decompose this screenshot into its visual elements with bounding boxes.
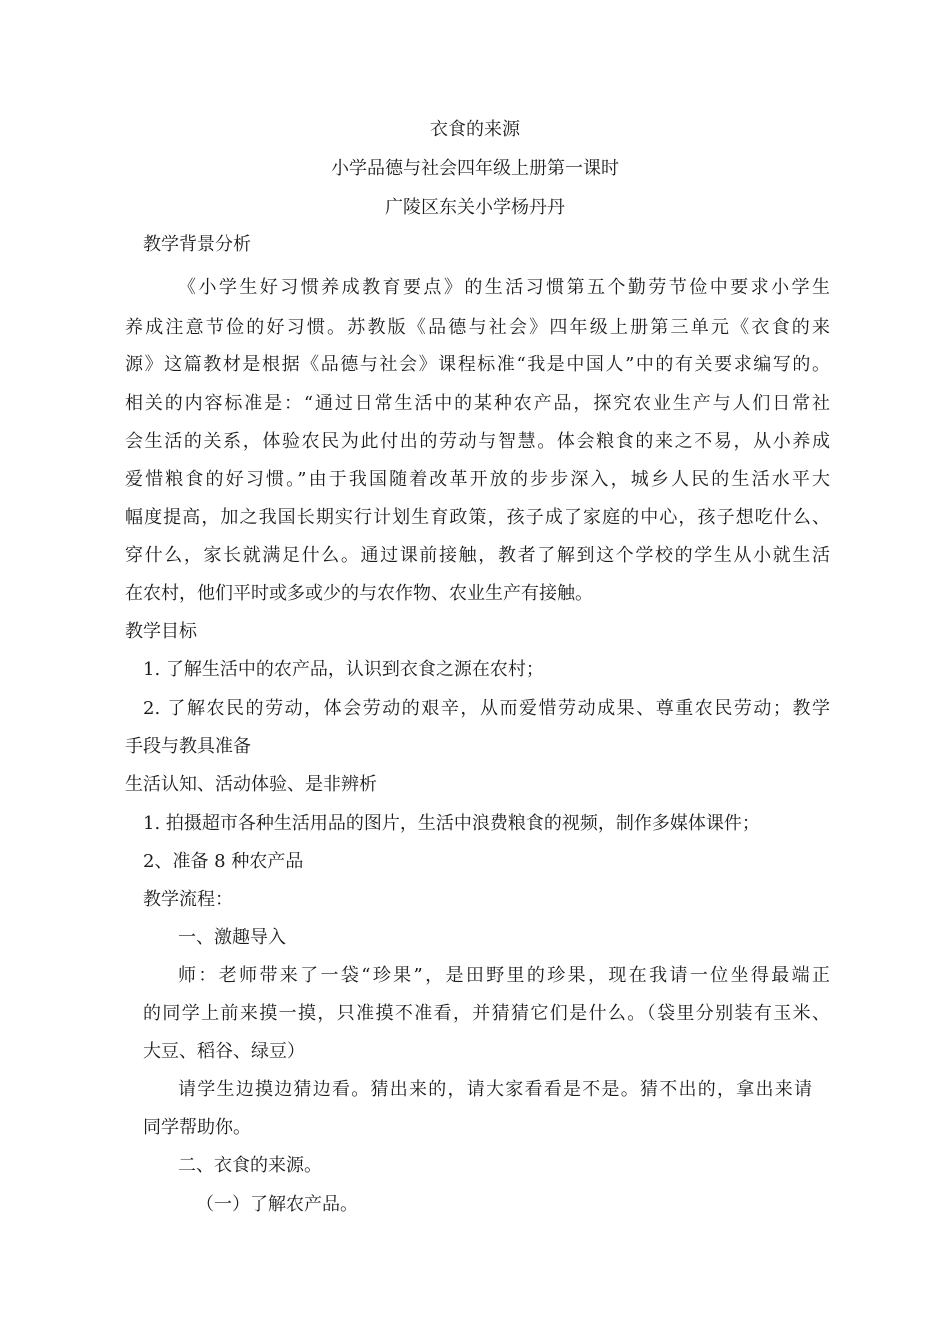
- process-part2-subheading: （一）了解农产品。: [196, 1194, 358, 1215]
- goal-item-2: 2. 了解农民的劳动，体会劳动的艰辛，从而爱惜劳动成果、尊重农民劳动；教学: [143, 698, 830, 719]
- process-part1-heading: 一、激趣导入: [178, 927, 286, 948]
- preparation-item-1: 1. 拍摄超市各种生活用品的图片，生活中浪费粮食的视频，制作多媒体课件；: [143, 813, 760, 834]
- document-subtitle: 小学品德与社会四年级上册第一课时: [331, 158, 619, 179]
- paragraph-line: 同学帮助你。: [143, 1117, 251, 1138]
- section-heading-goals: 教学目标: [125, 621, 197, 642]
- paragraph-line: 请学生边摸边猜边看。猜出来的，请大家看看是不是。猜不出的，拿出来请: [178, 1079, 812, 1100]
- paragraph-line: 在农村，他们平时或多或少的与农作物、农业生产有接触。: [125, 583, 593, 604]
- section-heading-process: 教学流程：: [143, 889, 233, 910]
- paragraph-line: 源》这篇教材是根据《品德与社会》课程标准“我是中国人”中的有关要求编写的。: [125, 354, 830, 375]
- process-part2-heading: 二、衣食的来源。: [178, 1155, 322, 1176]
- document-author: 广陵区东关小学杨丹丹: [385, 197, 565, 218]
- preparation-item-2: 2、准备 8 种农产品: [143, 851, 304, 872]
- paragraph-line: 爱惜粮食的好习惯。”由于我国随着改革开放的步步深入，城乡人民的生活水平大: [125, 469, 830, 490]
- goal-item-2-continued: 手段与教具准备: [125, 736, 251, 757]
- goal-item-1: 1. 了解生活中的农产品，认识到衣食之源在农村；: [143, 659, 544, 680]
- paragraph-line: 大豆、稻谷、绿豆）: [143, 1041, 305, 1062]
- paragraph-line: 《小学生好习惯养成教育要点》的生活习惯第五个勤劳节俭中要求小学生: [178, 277, 830, 298]
- document-title: 衣食的来源: [430, 119, 520, 140]
- section-heading-background: 教学背景分析: [143, 234, 251, 255]
- paragraph-line: 穿什么，家长就满足什么。通过课前接触，教者了解到这个学校的学生从小就生活: [125, 545, 830, 566]
- paragraph-line: 会生活的关系，体验农民为此付出的劳动与智慧。体会粮食的来之不易，从小养成: [125, 431, 830, 452]
- methods-line: 生活认知、活动体验、是非辨析: [125, 774, 377, 795]
- paragraph-line: 相关的内容标准是：“通过日常生活中的某种农产品，探究农业生产与人们日常社: [125, 393, 830, 414]
- paragraph-line: 师：老师带来了一袋“珍果”，是田野里的珍果，现在我请一位坐得最端正: [178, 965, 830, 986]
- paragraph-line: 的同学上前来摸一摸，只准摸不准看，并猜猜它们是什么。（袋里分别装有玉米、: [143, 1003, 830, 1024]
- paragraph-line: 幅度提高，加之我国长期实行计划生育政策，孩子成了家庭的中心，孩子想吃什么、: [125, 507, 830, 528]
- paragraph-line: 养成注意节俭的好习惯。苏教版《品德与社会》四年级上册第三单元《衣食的来: [125, 317, 830, 338]
